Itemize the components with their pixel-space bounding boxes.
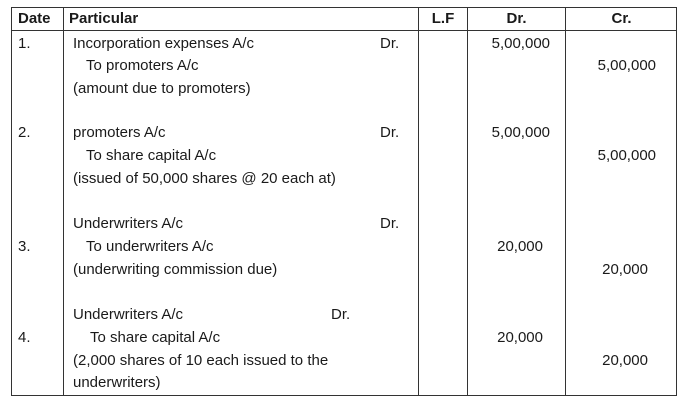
entry-number: 2. [18,124,31,141]
entry-number: 3. [18,238,31,255]
col-divider-date [63,8,64,395]
narration-continued: underwriters) [73,374,161,391]
journal-table [11,7,677,396]
header-dr: Dr. [506,10,527,27]
dr-amount: 5,00,000 [491,124,550,141]
dr-amount: 20,000 [497,238,543,255]
col-divider-particular [418,8,419,395]
narration: (underwriting commission due) [73,261,278,278]
narration: (issued of 50,000 shares @ 20 each at) [73,170,336,187]
debit-account: Incorporation expenses A/c [73,35,254,52]
credit-account: To promoters A/c [86,57,199,74]
credit-account: To share capital A/c [90,329,221,346]
entry-number: 1. [18,35,31,52]
cr-amount: 5,00,000 [597,147,656,164]
header-divider [12,30,676,31]
dr-marker: Dr. [380,124,400,141]
cr-amount: 20,000 [602,352,648,369]
debit-account: Underwriters A/c [73,215,184,232]
debit-account: Underwriters A/c [73,306,184,323]
dr-marker: Dr. [380,215,400,232]
credit-account: To underwriters A/c [86,238,214,255]
cr-amount: 20,000 [602,261,648,278]
debit-account: promoters A/c [73,124,166,141]
dr-marker: Dr. [380,35,400,52]
header-date: Date [18,10,51,27]
header-cr: Cr. [611,10,632,27]
dr-amount: 5,00,000 [491,35,550,52]
cr-amount: 5,00,000 [597,57,656,74]
credit-account: To share capital A/c [86,147,217,164]
dr-amount: 20,000 [497,329,543,346]
narration: (amount due to promoters) [73,80,251,97]
narration: (2,000 shares of 10 each issued to the [73,352,329,369]
entry-number: 4. [18,329,31,346]
header-particular: Particular [69,10,139,27]
dr-marker: Dr. [331,306,351,323]
header-lf: L.F [431,10,455,27]
